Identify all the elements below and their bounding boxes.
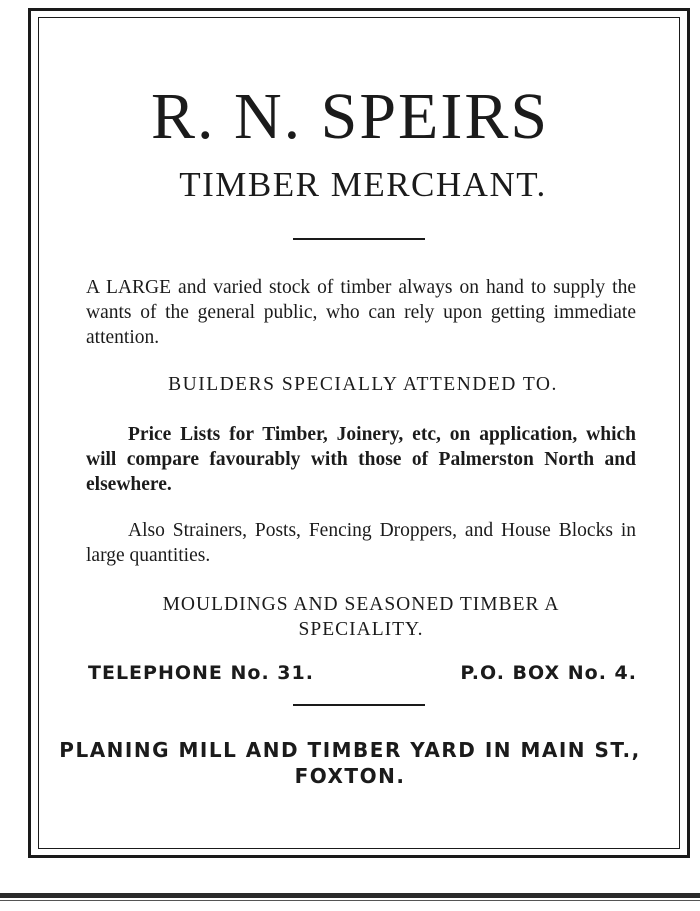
mill-address-line-2: FOXTON.: [294, 764, 406, 788]
divider-rule-top: [293, 238, 425, 240]
stock-paragraph: A LARGE and varied stock of timber always on hand to supply the wants of the general public, who can rely upon getting immediate attention.: [86, 277, 636, 348]
advertiser-trade: TIMBER MERCHANT.: [179, 165, 547, 204]
page-bottom-rule: [0, 893, 700, 898]
page-bottom-rule-thin: [0, 900, 700, 901]
mouldings-block: [86, 592, 636, 642]
advertiser-name: R. N. SPEIRS: [150, 80, 550, 153]
divider-rule-bottom: [293, 704, 425, 706]
strainers-paragraph: Also Strainers, Posts, Fencing Droppers, and House Blocks in large quantities.: [86, 520, 636, 566]
builders-line: BUILDERS SPECIALLY ATTENDED TO.: [168, 374, 558, 395]
telephone-number: TELEPHONE No. 31.: [88, 662, 314, 684]
mouldings-line-1: MOULDINGS AND SEASONED TIMBER A: [162, 594, 560, 615]
po-box-number: P.O. BOX No. 4.: [460, 662, 637, 684]
mill-address: [0, 737, 700, 789]
price-lists-paragraph: Price Lists for Timber, Joinery, etc, on application, which will compare favourably with those of Palmerston North and elsewhere.: [86, 424, 636, 495]
mouldings-line-2: SPECIALITY.: [298, 619, 424, 640]
mill-address-line-1: PLANING MILL AND TIMBER YARD IN MAIN ST.,: [59, 738, 641, 762]
